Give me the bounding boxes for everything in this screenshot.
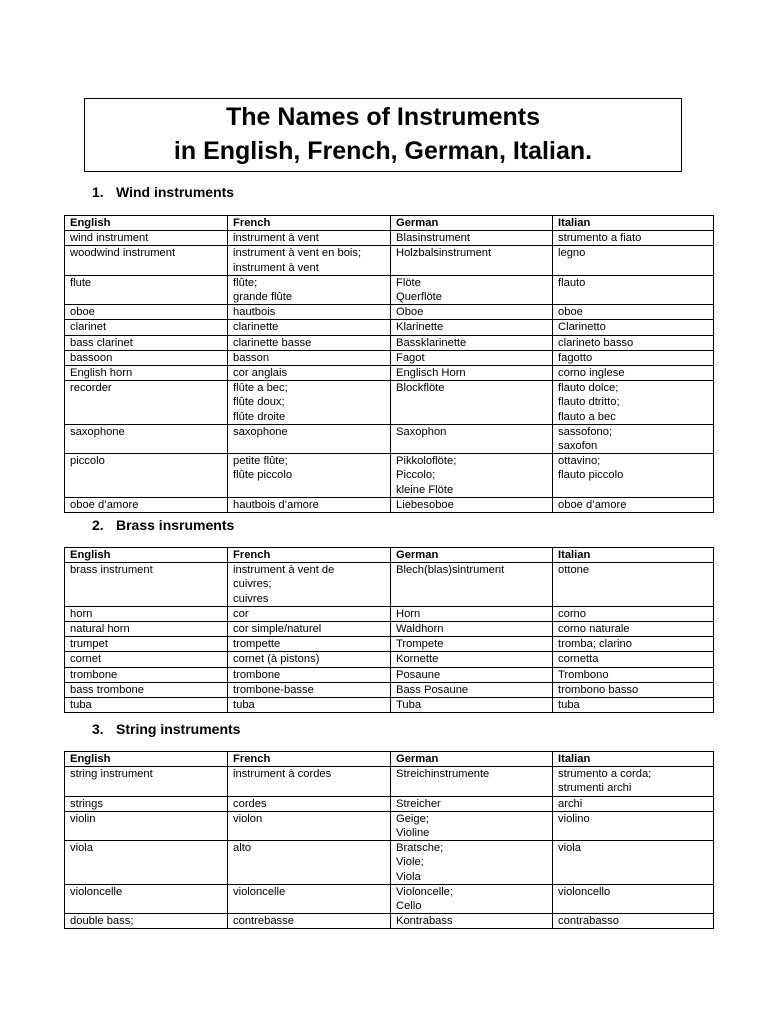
table-row [65, 682, 714, 697]
table-row [65, 275, 714, 304]
table-cell: oboe d’amore [553, 497, 714, 512]
table-cell: saxophone [65, 424, 228, 453]
table-row [65, 637, 714, 652]
column-header: Italian [553, 752, 714, 767]
table-cell: Trompete [391, 637, 553, 652]
table-cell: corno naturale [553, 622, 714, 637]
section-number: 2. [92, 517, 104, 533]
table-cell: Holzbalsinstrument [391, 246, 553, 275]
table-cell: Liebesoboe [391, 497, 553, 512]
table-header-row [65, 752, 714, 767]
table-cell: saxophone [228, 424, 391, 453]
column-header: German [391, 548, 553, 563]
table-row [65, 366, 714, 381]
section-number: 1. [92, 184, 104, 200]
table-cell: instrument à vent en bois; instrument à vent [228, 246, 391, 275]
table-cell: oboe d’amore [65, 497, 228, 512]
table-row [65, 246, 714, 275]
table-cell: instrument à vent [228, 231, 391, 246]
table-cell: tuba [65, 698, 228, 713]
table-cell: violoncelle [228, 884, 391, 913]
table-cell: piccolo [65, 454, 228, 498]
table-cell: clarinette basse [228, 335, 391, 350]
table-cell: oboe [65, 305, 228, 320]
table-cell: recorder [65, 381, 228, 425]
table-row [65, 381, 714, 425]
table-cell: Bassklarinette [391, 335, 553, 350]
table-header-row [65, 216, 714, 231]
table-row [65, 320, 714, 335]
table-cell: Streicher [391, 796, 553, 811]
table-cell: Blasinstrument [391, 231, 553, 246]
table-cell: tuba [553, 698, 714, 713]
table-cell: hautbois [228, 305, 391, 320]
table-cell: Fagot [391, 350, 553, 365]
section-number: 3. [92, 721, 104, 737]
brass-instruments-table [64, 547, 714, 713]
column-header: English [65, 752, 228, 767]
table-cell: trompette [228, 637, 391, 652]
table-cell: violon [228, 811, 391, 840]
table-cell: ottavino; flauto piccolo [553, 454, 714, 498]
section-heading-strings [92, 721, 240, 737]
table-cell: Blockflöte [391, 381, 553, 425]
table-cell: Streichinstrumente [391, 767, 553, 796]
table-cell: cor simple/naturel [228, 622, 391, 637]
table-row [65, 622, 714, 637]
section-title: Wind instruments [116, 184, 235, 200]
table-cell: bass clarinet [65, 335, 228, 350]
table-cell: string instrument [65, 767, 228, 796]
table-cell: viola [553, 841, 714, 885]
table-cell: legno [553, 246, 714, 275]
table-cell: instrument à cordes [228, 767, 391, 796]
table-cell: clarineto basso [553, 335, 714, 350]
column-header: German [391, 752, 553, 767]
table-cell: English horn [65, 366, 228, 381]
table-cell: trombone [228, 667, 391, 682]
table-cell: Bratsche; Viole; Viola [391, 841, 553, 885]
table-cell: oboe [553, 305, 714, 320]
section-heading-brass [92, 517, 234, 533]
table-row [65, 884, 714, 913]
table-row [65, 767, 714, 796]
table-row [65, 841, 714, 885]
table-cell: cornetta [553, 652, 714, 667]
table-row [65, 811, 714, 840]
table-cell: archi [553, 796, 714, 811]
table-row [65, 231, 714, 246]
table-cell: contrebasse [228, 914, 391, 929]
table-cell: Blech(blas)sintrument [391, 563, 553, 607]
table-row [65, 698, 714, 713]
table-cell: corno [553, 606, 714, 621]
table-cell: cornet [65, 652, 228, 667]
column-header: French [228, 548, 391, 563]
table-cell: trumpet [65, 637, 228, 652]
table-cell: Tuba [391, 698, 553, 713]
table-cell: brass instrument [65, 563, 228, 607]
column-header: Italian [553, 216, 714, 231]
table-cell: bassoon [65, 350, 228, 365]
table-cell: Clarinetto [553, 320, 714, 335]
table-cell: Violoncelle; Cello [391, 884, 553, 913]
table-cell: horn [65, 606, 228, 621]
table-row [65, 454, 714, 498]
table-cell: trombone [65, 667, 228, 682]
table-cell: clarinette [228, 320, 391, 335]
title-line-2: in English, French, German, Italian. [173, 137, 593, 165]
table-row [65, 606, 714, 621]
table-cell: alto [228, 841, 391, 885]
table-cell: strumento a fiato [553, 231, 714, 246]
table-row [65, 305, 714, 320]
table-row [65, 796, 714, 811]
table-cell: ottone [553, 563, 714, 607]
table-cell: bass trombone [65, 682, 228, 697]
table-cell: flûte a bec; flûte doux; flûte droite [228, 381, 391, 425]
table-cell: cordes [228, 796, 391, 811]
column-header: French [228, 752, 391, 767]
table-header-row [65, 548, 714, 563]
table-cell: violoncelle [65, 884, 228, 913]
table-cell: violin [65, 811, 228, 840]
column-header: Italian [553, 548, 714, 563]
table-cell: strings [65, 796, 228, 811]
table-cell: trombone-basse [228, 682, 391, 697]
table-cell: Flöte Querflöte [391, 275, 553, 304]
wind-instruments-table [64, 215, 714, 513]
table-cell: cor anglais [228, 366, 391, 381]
table-cell: contrabasso [553, 914, 714, 929]
column-header: English [65, 548, 228, 563]
column-header: German [391, 216, 553, 231]
document-title [84, 98, 682, 172]
title-line-1: The Names of Instruments [226, 103, 540, 131]
table-cell: viola [65, 841, 228, 885]
table-cell: Oboe [391, 305, 553, 320]
table-cell: Saxophon [391, 424, 553, 453]
table-cell: cor [228, 606, 391, 621]
table-row [65, 424, 714, 453]
table-cell: Horn [391, 606, 553, 621]
table-cell: Kontrabass [391, 914, 553, 929]
table-row [65, 563, 714, 607]
table-cell: natural horn [65, 622, 228, 637]
table-cell: double bass; [65, 914, 228, 929]
table-cell: violino [553, 811, 714, 840]
table-row [65, 497, 714, 512]
table-cell: violoncello [553, 884, 714, 913]
table-cell: instrument à vent de cuivres; cuivres [228, 563, 391, 607]
table-cell: trombono basso [553, 682, 714, 697]
table-cell: Waldhorn [391, 622, 553, 637]
section-title: String instruments [116, 721, 241, 737]
table-row [65, 335, 714, 350]
table-row [65, 667, 714, 682]
table-cell: petite flûte; flûte piccolo [228, 454, 391, 498]
section-title: Brass insruments [116, 517, 235, 533]
table-row [65, 652, 714, 667]
table-cell: corno inglese [553, 366, 714, 381]
table-cell: basson [228, 350, 391, 365]
string-instruments-table [64, 751, 714, 929]
table-cell: sassofono; saxofon [553, 424, 714, 453]
table-cell: strumento a corda; strumenti archi [553, 767, 714, 796]
table-cell: flute [65, 275, 228, 304]
table-cell: woodwind instrument [65, 246, 228, 275]
table-cell: Kornette [391, 652, 553, 667]
column-header: English [65, 216, 228, 231]
table-cell: Pikkoloflöte; Piccolo; kleine Flöte [391, 454, 553, 498]
column-header: French [228, 216, 391, 231]
table-cell: flauto [553, 275, 714, 304]
table-cell: cornet (à pistons) [228, 652, 391, 667]
table-cell: wind instrument [65, 231, 228, 246]
table-cell: Klarinette [391, 320, 553, 335]
table-cell: Geige; Violine [391, 811, 553, 840]
table-cell: hautbois d’amore [228, 497, 391, 512]
table-row [65, 350, 714, 365]
table-cell: flûte; grande flûte [228, 275, 391, 304]
table-cell: tuba [228, 698, 391, 713]
table-cell: Posaune [391, 667, 553, 682]
table-cell: tromba; clarino [553, 637, 714, 652]
table-cell: Bass Posaune [391, 682, 553, 697]
table-cell: clarinet [65, 320, 228, 335]
table-cell: Englisch Horn [391, 366, 553, 381]
section-heading-wind [92, 184, 234, 200]
table-cell: Trombono [553, 667, 714, 682]
table-cell: flauto dolce; flauto dtritto; flauto a bec [553, 381, 714, 425]
table-cell: fagotto [553, 350, 714, 365]
table-row [65, 914, 714, 929]
